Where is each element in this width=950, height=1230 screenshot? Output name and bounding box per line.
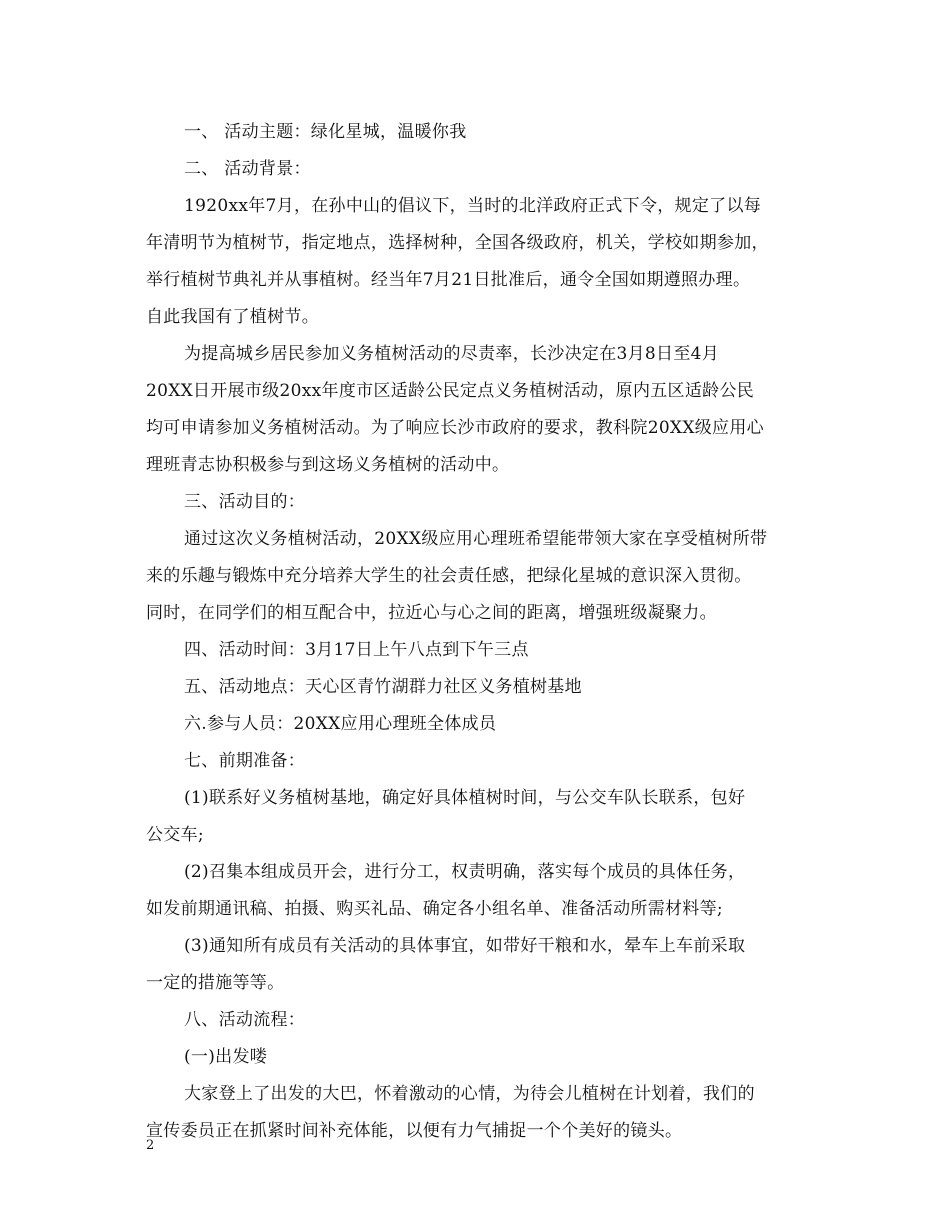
text-line: 八、活动流程： [184,1010,306,1030]
page-number: 2 [146,1138,155,1153]
text-line: 自此我国有了植树节。 [146,307,319,327]
text-line: 通过这次义务植树活动，20XX级应用心理班希望能带领大家在享受植树所带 [184,529,768,549]
text-line: 一、 活动主题：绿化星城，温暖你我 [184,122,467,142]
text-line: 一定的措施等等。 [146,973,285,993]
text-line: 五、活动地点：天心区青竹湖群力社区义务植树基地 [184,677,582,697]
text-line: 七、前期准备： [184,751,306,771]
text-line: (2)召集本组成员开会，进行分工，权责明确，落实每个成员的具体任务， [184,862,746,882]
text-line: 三、活动目的： [184,492,306,512]
text-line: 1920xx年7月，在孙中山的倡议下，当时的北洋政府正式下令，规定了以每 [184,196,762,216]
text-line: 均可申请参加义务植树活动。为了响应长沙市政府的要求，教科院20XX级应用心 [146,418,764,438]
text-line: 六.参与人员：20XX应用心理班全体成员 [184,714,497,734]
text-line: 宣传委员正在抓紧时间补充体能，以便有力气捕捉一个个美好的镜头。 [146,1121,683,1141]
text-line: 为提高城乡居民参加义务植树活动的尽责率，长沙决定在3月8日至4月 [184,344,720,364]
text-line: (一)出发喽 [184,1047,268,1067]
text-line: 二、 活动背景： [184,159,311,179]
text-line: 理班青志协积极参与到这场义务植树的活动中。 [146,455,510,475]
text-line: 来的乐趣与锻炼中充分培养大学生的社会责任感，把绿化星城的意识深入贯彻。 [146,566,752,586]
text-line: 举行植树节典礼并从事植树。经当年7月21日批准后，通令全国如期遵照办理。 [146,270,751,290]
text-line: 大家登上了出发的大巴，怀着激动的心情，为待会儿植树在计划着，我们的 [184,1084,755,1104]
text-line: 四、活动时间：3月17日上午八点到下午三点 [184,640,529,660]
text-line: 年清明节为植树节，指定地点，选择树种，全国各级政府，机关，学校如期参加， [146,233,769,253]
text-line: 如发前期通讯稿、拍摄、购买礼品、确定各小组名单、准备活动所需材料等; [146,899,723,919]
text-line: (1)联系好义务植树基地，确定好具体植树时间，与公交车队长联系，包好 [184,788,746,808]
text-line: 20XX日开展市级20xx年度市区适龄公民定点义务植树活动，原内五区适龄公民 [146,381,755,401]
text-line: 公交车; [146,825,204,845]
document-body [146,114,802,1150]
text-line: 同时，在同学们的相互配合中，拉近心与心之间的距离，增强班级凝聚力。 [146,603,717,623]
text-line: (3)通知所有成员有关活动的具体事宜，如带好干粮和水，晕车上车前采取 [184,936,746,956]
